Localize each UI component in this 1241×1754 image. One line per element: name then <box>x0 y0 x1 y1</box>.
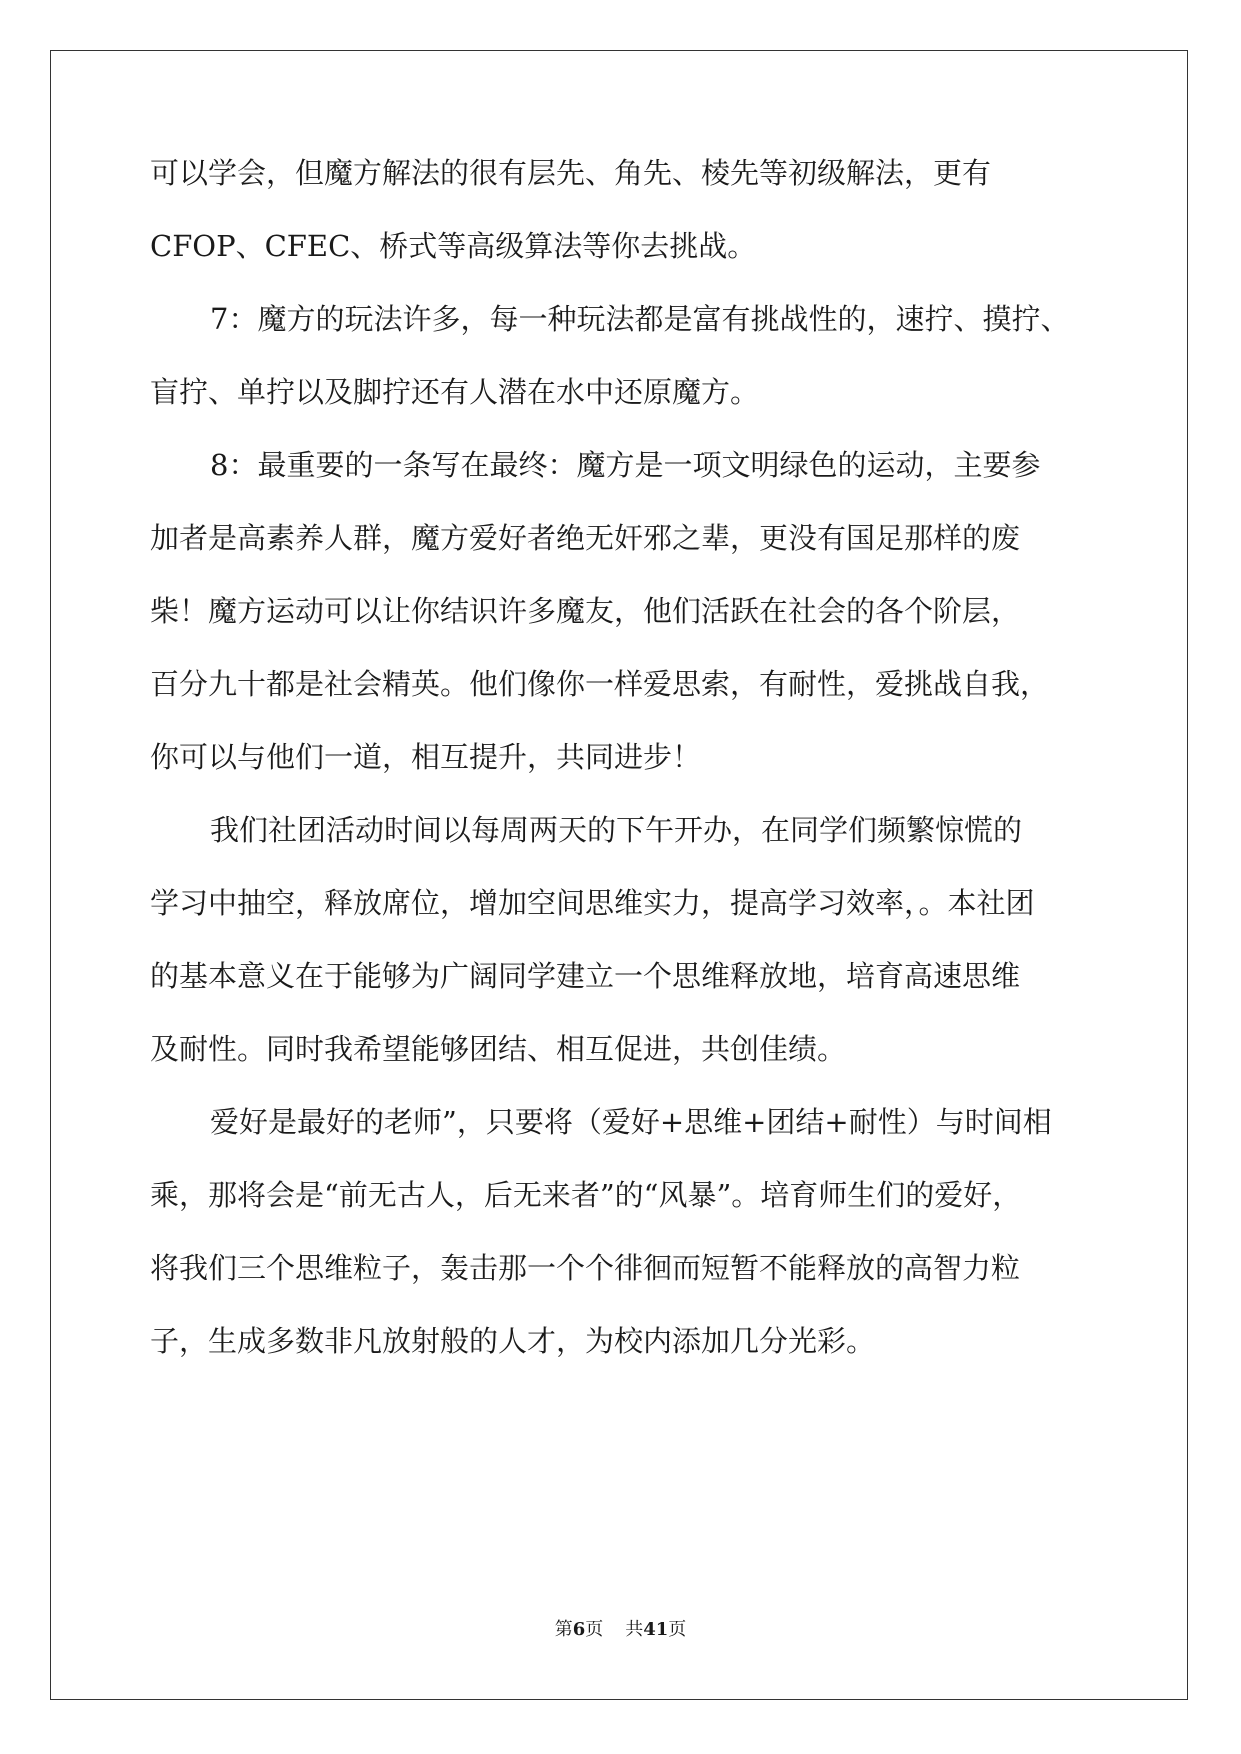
text-line: 你可以与他们一道，相互提升，共同进步！ <box>150 740 702 774</box>
paragraph-first-line: 7：魔方的玩法许多，每一种玩法都是富有挑战性的，速拧、摸拧、 <box>210 302 1070 336</box>
footer-prefix: 第 <box>554 1619 573 1640</box>
text-line: 盲拧、单拧以及脚拧还有人潜在水中还原魔方。 <box>150 375 760 409</box>
text-line: 加者是高素养人群，魔方爱好者绝无奸邪之辈，更没有国足那样的废 <box>150 521 1021 555</box>
footer-page-suffix: 页 <box>585 1619 604 1640</box>
text-line: CFOP、CFEC、桥式等高级算法等你去挑战。 <box>150 229 757 263</box>
text-line: 柴！魔方运动可以让你结识许多魔友，他们活跃在社会的各个阶层， <box>150 594 1021 628</box>
footer-total-prefix: 共 <box>625 1619 644 1640</box>
text-line: 的基本意义在于能够为广阔同学建立一个思维释放地，培育高速思维 <box>150 959 1021 993</box>
paragraph-first-line: 爱好是最好的老师”，只要将（爱好+思维+团结+耐性）与时间相 <box>210 1105 1052 1139</box>
footer-total-suffix: 页 <box>668 1619 687 1640</box>
total-pages: 41 <box>643 1619 669 1640</box>
text-line: 学习中抽空，释放席位，增加空间思维实力，提高学习效率，。本社团 <box>150 886 1035 920</box>
text-line: 子，生成多数非凡放射般的人才，为校内添加几分光彩。 <box>150 1324 876 1358</box>
text-line: 及耐性。同时我希望能够团结、相互促进，共创佳绩。 <box>150 1032 847 1066</box>
text-line: 将我们三个思维粒子，轰击那一个个徘徊而短暂不能释放的高智力粒 <box>150 1251 1021 1285</box>
page-number: 6 <box>572 1619 586 1640</box>
text-line: 可以学会，但魔方解法的很有层先、角先、棱先等初级解法，更有 <box>150 156 992 190</box>
paragraph-first-line: 8：最重要的一条写在最终：魔方是一项文明绿色的运动，主要参 <box>210 448 1041 482</box>
text-line: 百分九十都是社会精英。他们像你一样爱思索，有耐性，爱挑战自我， <box>150 667 1050 701</box>
page-border <box>50 50 1188 1700</box>
paragraph-first-line: 我们社团活动时间以每周两天的下午开办，在同学们频繁惊慌的 <box>210 813 1023 847</box>
text-line: 乘，那将会是“前无古人，后无来者”的“风暴”。培育师生们的爱好， <box>150 1178 1022 1212</box>
page-footer <box>0 1618 1241 1642</box>
